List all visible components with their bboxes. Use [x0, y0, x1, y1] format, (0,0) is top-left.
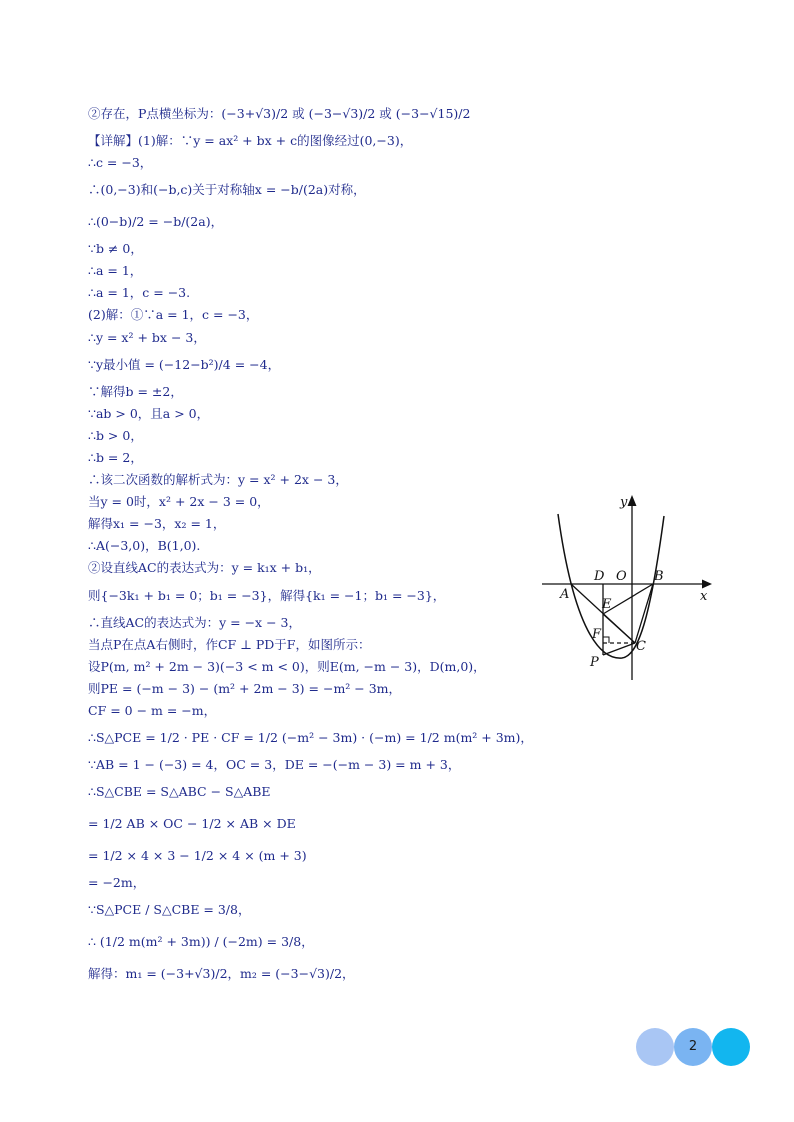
solution-line: 则{−3k₁ + b₁ = 0；b₁ = −3}，解得{k₁ = −1；b₁ = −3}， [88, 587, 446, 603]
solution-line: 设P(m, m² + 2m − 3)(−3 < m < 0)，则E(m, −m − 3)，D(m,0)， [88, 658, 486, 674]
label-x: x [700, 589, 708, 604]
solution-line: 则PE = (−m − 3) − (m² + 2m − 3) = −m² − 3m， [88, 680, 402, 696]
solution-line: 【详解】(1)解：∵y = ax² + bx + c的图像经过(0,−3)， [88, 133, 413, 148]
label-y: y [620, 495, 628, 510]
solution-line: CF = 0 − m = −m， [88, 702, 217, 718]
solution-line: ∵b ≠ 0， [88, 241, 143, 257]
label-D: D [594, 569, 605, 584]
solution-line: = −2m， [88, 875, 146, 891]
label-P: P [590, 655, 599, 670]
pager-circle-left [636, 1028, 674, 1066]
solution-line: 解得：m₁ = (−3+√3)/2，m₂ = (−3−√3)/2， [88, 966, 355, 982]
solution-line: ∵AB = 1 − (−3) = 4，OC = 3，DE = −(−m − 3) = m + 3， [88, 756, 461, 772]
page-indicator [636, 1026, 756, 1070]
solution-line: ∴a = 1， [88, 263, 143, 279]
solution-line: ②设直线AC的表达式为：y = k₁x + b₁， [88, 560, 321, 576]
solution-line: ∴b > 0， [88, 427, 143, 443]
solution-line: ∴a = 1，c = −3. [88, 285, 191, 301]
y-axis-arrow-icon [628, 495, 637, 506]
solution-line: 当点P在点A右侧时，作CF ⊥ PD于F，如图所示： [88, 636, 371, 652]
solution-line: ∴A(−3,0)，B(1,0). [88, 538, 201, 554]
solution-line: ∴c = −3， [88, 155, 153, 171]
solution-line: 解得x₁ = −3，x₂ = 1， [88, 516, 226, 532]
x-axis-arrow-icon [702, 580, 712, 589]
solution-line: ∴(0,−3)和(−b,c)关于对称轴x = −b/(2a)对称， [88, 182, 366, 198]
solution-line: = 1/2 AB × OC − 1/2 × AB × DE [88, 816, 296, 832]
solution-line: ②存在，P点横坐标为：(−3+√3)/2 或 (−3−√3)/2 或 (−3−√15)/2 [88, 106, 471, 121]
label-O: O [616, 569, 627, 584]
solution-line: ∵y最小值 = (−12−b²)/4 = −4， [88, 356, 281, 372]
solution-line: ∴(0−b)/2 = −b/(2a)， [88, 214, 224, 230]
page-number: 2 [688, 1039, 698, 1054]
solution-line: ∴S△CBE = S△ABC − S△ABE [88, 784, 271, 800]
solution-line: = 1/2 × 4 × 3 − 1/2 × 4 × (m + 3) [88, 848, 307, 864]
solution-line: ∴该二次函数的解析式为：y = x² + 2x − 3， [88, 472, 348, 488]
solution-line: ∴S△PCE = 1/2 · PE · CF = 1/2 (−m² − 3m) · (−m) = 1/2 m(m² + 3m)， [88, 729, 533, 745]
label-A: A [560, 587, 570, 602]
parabola-figure [540, 490, 720, 690]
label-C: C [636, 639, 646, 654]
label-E: E [602, 597, 612, 612]
solution-line: ∵解得b = ±2， [88, 383, 183, 399]
solution-line: ∵S△PCE / S△CBE = 3/8， [88, 902, 251, 918]
solution-line: ∴b = 2， [88, 449, 143, 465]
solution-line: ∴ (1/2 m(m² + 3m)) / (−2m) = 3/8， [88, 934, 314, 950]
label-B: B [654, 569, 664, 584]
solution-line: 当y = 0时，x² + 2x − 3 = 0， [88, 494, 270, 510]
solution-text [88, 98, 533, 990]
line-CE [603, 614, 635, 643]
solution-line: ∴直线AC的表达式为：y = −x − 3， [88, 614, 301, 630]
right-angle-mark [603, 637, 609, 643]
pager-circle-right [712, 1028, 750, 1066]
label-F: F [592, 627, 602, 642]
solution-line: ∴y = x² + bx − 3， [88, 329, 206, 345]
solution-line: ∵ab > 0，且a > 0， [88, 405, 210, 421]
solution-line: (2)解：①∵a = 1，c = −3， [88, 307, 259, 323]
